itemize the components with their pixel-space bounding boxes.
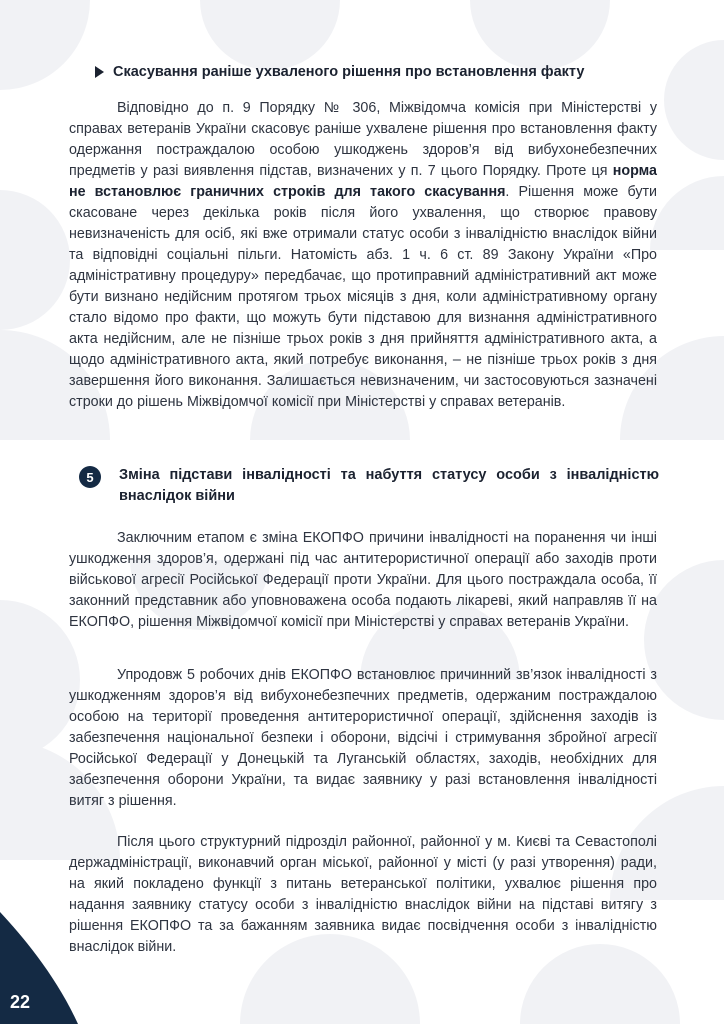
subsection-heading	[95, 64, 655, 80]
play-triangle-icon	[95, 66, 104, 78]
subsection-title: Скасування раніше ухваленого рішення про встановлення факту	[113, 64, 585, 80]
page-number: 22	[10, 992, 31, 1012]
paragraph-1	[69, 98, 657, 413]
paragraph-3: Упродовж 5 робочих днів ЕКОПФО встановлює причинний зв’язок інвалідності з ушкодженням здоров’я від вибухонебезпечних предметів, одержаним постраждалою особою на території проведення антитерористичної операції, здійснення заходів із забезпечення національної безпеки і оборони, відсічі і стримування збройної агресії Російської Федерації у Донецькій та Луганській областях, заходів, необхідних для забезпечення оборони України, та видає заявнику у разі встановлення інвалідності витяг з рішення.	[69, 667, 657, 809]
section-title: Зміна підстави інвалідності та набуття статусу особи з інвалідністю внаслідок війни	[119, 467, 659, 504]
paragraph-1-bold: норма не встановлює граничних строків для такого скасування	[69, 163, 657, 200]
paragraph-2: Заключним етапом є зміна ЕКОПФО причини інвалідності на поранення чи інші ушкодження здоров’я, одержані під час антитерористичної операції або заходів проти військової агресії Російської Федерації проти України. Для цього постраждала особа, її законний представник або уповноважена особа подають лікареві, який направляв її на ЕКОПФО, рішення Міжвідомчої комісії при Міністерстві у справах ветеранів України.	[69, 530, 657, 630]
section-number-badge: 5	[79, 466, 101, 488]
section-heading	[79, 465, 659, 507]
paragraph-1-part-b: . Рішення може бути скасоване через декілька років після його ухвалення, що створює правову невизначеність для осіб, які вже отримали статус особи з інвалідністю внаслідок війни та відповідні соціальні пільги. Натомість абз. 1 ч. 6 ст. 89 Закону України «Про адміністративну процедуру» передбачає, що протиправний адміністративний акт може бути визнано недійсним протягом трьох місяців з дня, коли адміністративному органу стало відомо про факти, що можуть бути підставою для визнання адміністративного акта недійсним, але не пізніше трьох років з дня прийняття адміністративного акта, а щодо адміністративного акта, який потребує виконання, – не пізніше трьох років з дня завершення його виконання. Залишається невизначеним, чи застосовуються зазначені строки до рішень Міжвідомчої комісії при Міністерстві у справах ветеранів.	[69, 184, 657, 410]
paragraph-4: Після цього структурний підрозділ районної, районної у м. Києві та Севастополі держадміністрації, виконавчий орган міської, районної у місті (у разі утворення) ради, на який покладено функції з питань ветеранської політики, ухвалює рішення про надання заявнику статусу особи з інвалідністю внаслідок війни на підставі витягу з рішення ЕКОПФО та за бажанням заявника видає посвідчення особи з інвалідністю внаслідок війни.	[69, 834, 657, 955]
paragraph-1-part-a: Відповідно до п. 9 Порядку № 306, Міжвідомча комісія при Міністерстві у справах ветеранів України скасовує раніше ухвалене рішення про встановлення факту одержання постраждалою особою ушкоджень здоров’я від вибухонебезпечних предметів у разі виявлення підстав, визначених у п. 7 цього Порядку. Проте ця	[69, 100, 657, 179]
